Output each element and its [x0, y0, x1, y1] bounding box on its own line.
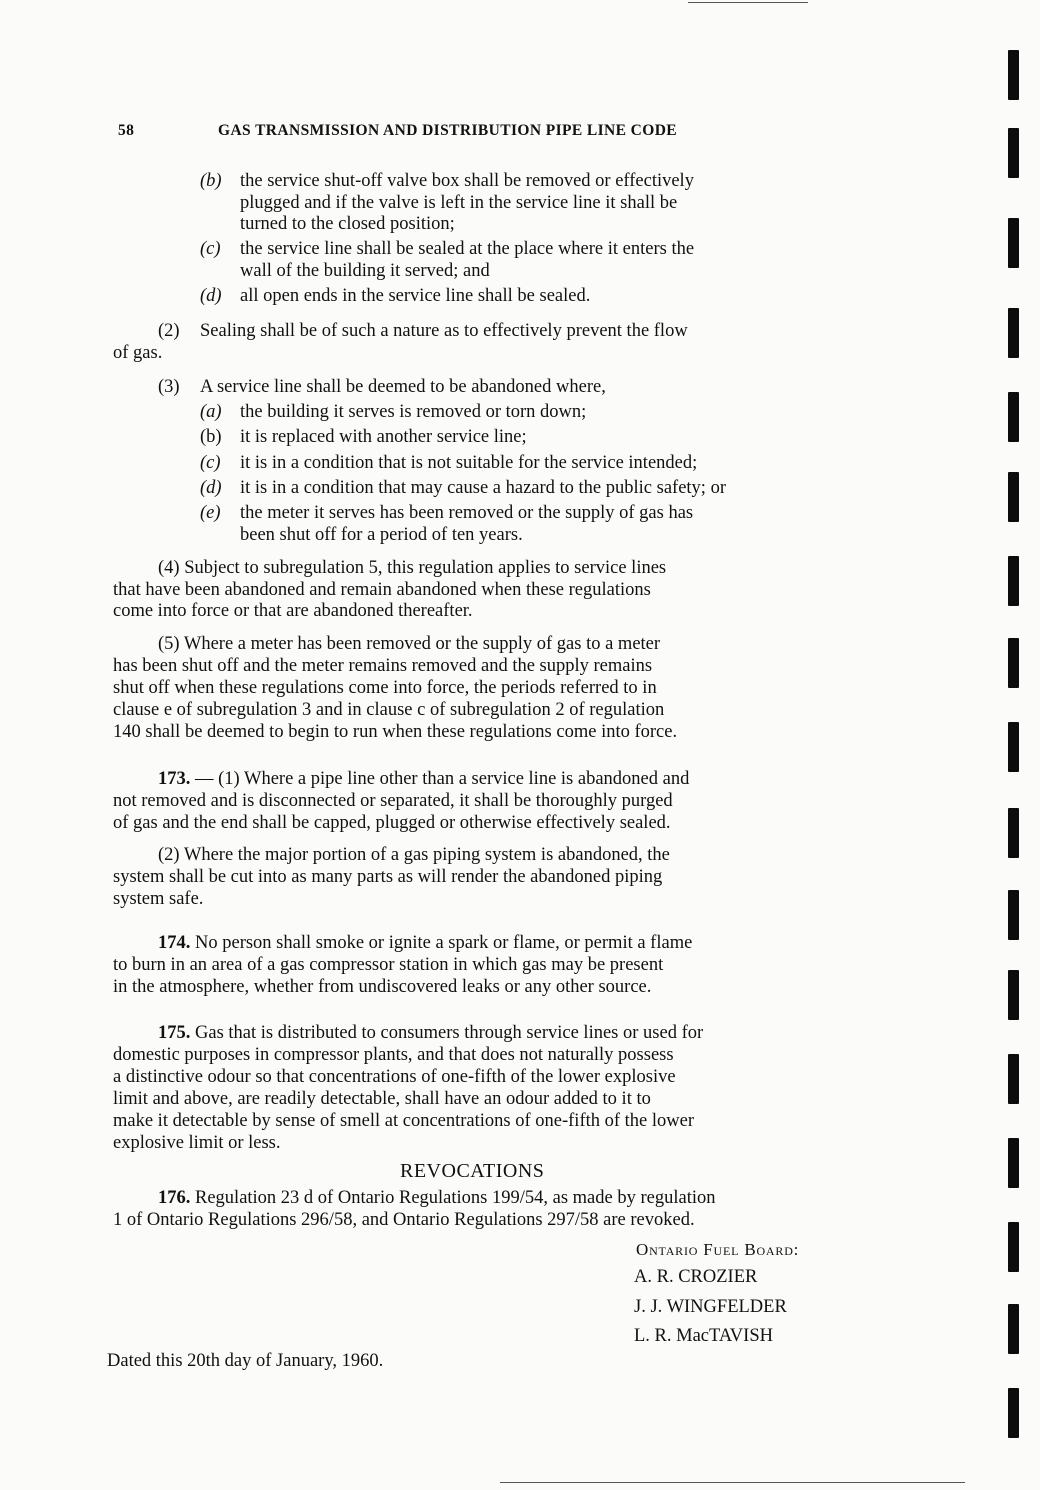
scan-bar: [1008, 472, 1019, 522]
sub-number: (2): [158, 321, 180, 341]
subregulation-3: [158, 376, 606, 398]
signatory-name: A. R. CROZIER: [634, 1267, 758, 1287]
subregulation-2-cont: of gas.: [113, 343, 163, 363]
section-173-sub2-line: system shall be cut into as many parts as will render the abandoned piping: [113, 867, 663, 887]
sub3-item-d: [200, 477, 726, 499]
section-173-sub2-line: system safe.: [113, 889, 204, 909]
section-text: No person shall smoke or ignite a spark or flame, or permit a flame: [190, 933, 693, 953]
section-text: — (1) Where a pipe line other than a service line is abandoned and: [190, 769, 690, 789]
item-label: (d): [200, 478, 222, 498]
section-174-line: to burn in an area of a gas compressor station in which gas may be present: [113, 955, 664, 975]
clause-label: (d): [200, 286, 222, 306]
clause-text: all open ends in the service line shall be sealed.: [240, 286, 591, 306]
page-number: 58: [118, 122, 135, 139]
scan-bar: [1008, 1304, 1019, 1354]
signatory-name: L. R. MacTAVISH: [634, 1326, 773, 1346]
section-173: [158, 768, 689, 790]
top-scan-rule: [688, 2, 808, 3]
subregulation-5-line: has been shut off and the meter remains removed and the supply remains: [113, 656, 653, 676]
clause-b: [200, 170, 694, 192]
section-175-line: a distinctive odour so that concentrations of one-fifth of the lower explosive: [113, 1067, 676, 1087]
subregulation-5-line: shut off when these regulations come into force, the periods referred to in: [113, 678, 657, 698]
section-173-line: of gas and the end shall be capped, plugged or otherwise effectively sealed.: [113, 813, 671, 833]
sub-text: Sealing shall be of such a nature as to effectively prevent the flow: [200, 321, 688, 341]
item-text: it is in a condition that may cause a hazard to the public safety; or: [240, 478, 726, 498]
bottom-scan-rule: [500, 1482, 965, 1483]
clause-label: (c): [200, 239, 221, 259]
item-text: the building it serves is removed or torn down;: [240, 402, 587, 422]
subregulation-5-line: clause e of subregulation 3 and in clause c of subregulation 2 of regulation: [113, 700, 665, 720]
item-text: the meter it serves has been removed or the supply of gas has: [240, 503, 694, 523]
scan-bar: [1008, 1388, 1019, 1438]
item-text: it is replaced with another service line;: [240, 427, 527, 447]
sub-text: A service line shall be deemed to be abandoned where,: [200, 377, 606, 397]
signatory-name: J. J. WINGFELDER: [634, 1297, 787, 1317]
scan-bar: [1008, 890, 1019, 940]
section-176-line: 1 of Ontario Regulations 296/58, and Ontario Regulations 297/58 are revoked.: [113, 1210, 695, 1230]
sub3-item-c: [200, 452, 697, 474]
sub3-item-e-cont: been shut off for a period of ten years.: [240, 525, 523, 545]
section-175: [158, 1022, 703, 1044]
scan-bar: [1008, 218, 1019, 268]
clause-b-cont: turned to the closed position;: [240, 214, 455, 234]
sub3-item-b: [200, 426, 527, 448]
scan-bar: [1008, 392, 1019, 442]
board-name: Ontario Fuel Board:: [636, 1240, 800, 1259]
clause-label: (b): [200, 171, 222, 191]
section-number: 176.: [158, 1188, 191, 1208]
section-175-line: domestic purposes in compressor plants, and that does not naturally possess: [113, 1045, 674, 1065]
sub3-item-a: [200, 401, 586, 423]
subregulation-4-line: (4) Subject to subregulation 5, this regulation applies to service lines: [158, 558, 667, 578]
scan-bar: [1008, 50, 1019, 100]
item-label: (e): [200, 503, 221, 523]
sub3-item-e: [200, 502, 693, 524]
section-176: [158, 1187, 715, 1209]
clause-d: [200, 285, 590, 307]
clause-text: the service shut-off valve box shall be removed or effectively: [240, 171, 694, 191]
subregulation-4-line: come into force or that are abandoned thereafter.: [113, 601, 473, 621]
dated-line: Dated this 20th day of January, 1960.: [107, 1351, 384, 1371]
subregulation-2: [158, 320, 688, 342]
subregulation-5-line: (5) Where a meter has been removed or the supply of gas to a meter: [158, 634, 661, 654]
section-174: [158, 932, 692, 954]
section-text: Gas that is distributed to consumers through service lines or used for: [190, 1023, 704, 1043]
clause-text: the service line shall be sealed at the place where it enters the: [240, 239, 695, 259]
section-number: 173.: [158, 769, 191, 789]
revocations-heading: REVOCATIONS: [400, 1160, 545, 1182]
scan-bar: [1008, 638, 1019, 688]
clause-c: [200, 238, 694, 260]
section-175-line: limit and above, are readily detectable, shall have an odour added to it to: [113, 1089, 651, 1109]
scan-bar: [1008, 1138, 1019, 1188]
scan-bar: [1008, 1054, 1019, 1104]
subregulation-5-line: 140 shall be deemed to begin to run when these regulations come into force.: [113, 722, 678, 742]
clause-c-cont: wall of the building it served; and: [240, 261, 490, 281]
subregulation-4-line: that have been abandoned and remain abandoned when these regulations: [113, 580, 651, 600]
page-header: [118, 122, 798, 140]
item-label: (c): [200, 453, 221, 473]
section-173-sub2-line: (2) Where the major portion of a gas piping system is abandoned, the: [158, 845, 670, 865]
section-text: Regulation 23 d of Ontario Regulations 199/54, as made by regulation: [190, 1188, 716, 1208]
scan-bar: [1008, 970, 1019, 1020]
running-title: GAS TRANSMISSION AND DISTRIBUTION PIPE LINE CODE: [218, 122, 678, 139]
section-number: 174.: [158, 933, 191, 953]
item-text: it is in a condition that is not suitable for the service intended;: [240, 453, 698, 473]
sub-number: (3): [158, 377, 180, 397]
section-175-line: make it detectable by sense of smell at concentrations of one-fifth of the lower: [113, 1111, 694, 1131]
item-label: (a): [200, 402, 222, 422]
scan-bar: [1008, 128, 1019, 178]
scan-bar: [1008, 556, 1019, 606]
scan-bar: [1008, 1222, 1019, 1272]
scan-bar: [1008, 722, 1019, 772]
scan-bar: [1008, 308, 1019, 358]
section-173-line: not removed and is disconnected or separated, it shall be thoroughly purged: [113, 791, 673, 811]
section-number: 175.: [158, 1023, 191, 1043]
section-175-line: explosive limit or less.: [113, 1133, 281, 1153]
scan-bar: [1008, 808, 1019, 858]
section-174-line: in the atmosphere, whether from undiscovered leaks or any other source.: [113, 977, 652, 997]
item-label: (b): [200, 427, 222, 447]
clause-b-cont: plugged and if the valve is left in the service line it shall be: [240, 193, 678, 213]
